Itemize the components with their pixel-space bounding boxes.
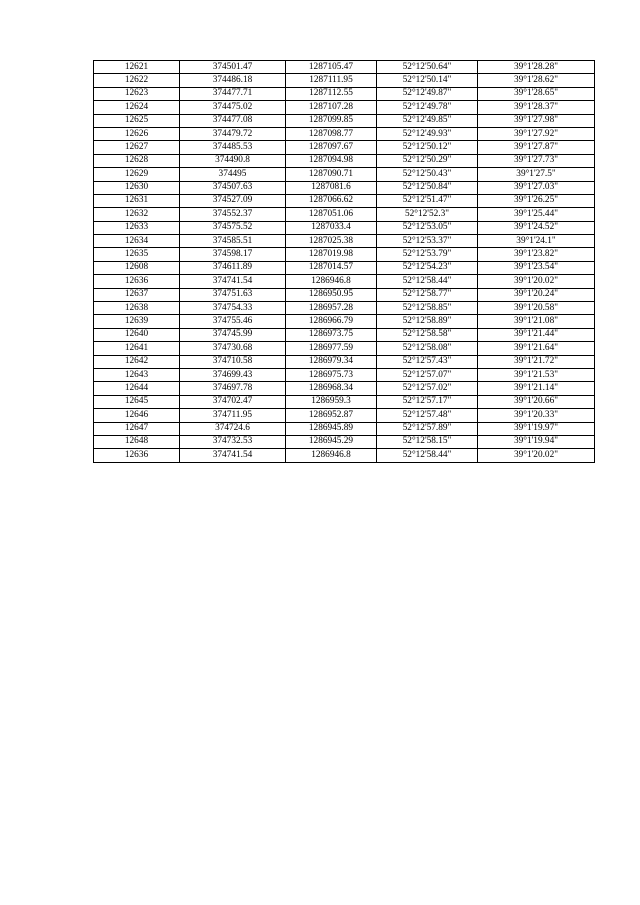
point-number-cell: 12622: [94, 74, 180, 87]
coordinates-table: [93, 60, 595, 463]
y-coordinate-cell: 1287033.4: [286, 221, 377, 234]
point-number-cell: 12648: [94, 435, 180, 448]
latitude-cell: 52°12'50.14": [377, 74, 478, 87]
point-number-cell: 12627: [94, 141, 180, 154]
point-number-cell: 12639: [94, 315, 180, 328]
y-coordinate-cell: 1286957.28: [286, 302, 377, 315]
x-coordinate-cell: 374477.71: [180, 87, 286, 100]
latitude-cell: 52°12'53.05": [377, 221, 478, 234]
y-coordinate-cell: 1287105.47: [286, 61, 377, 74]
table-row: [94, 449, 595, 462]
latitude-cell: 52°12'58.15": [377, 435, 478, 448]
coordinates-table-body: [94, 61, 595, 463]
longitude-cell: 39°1'19.97": [478, 422, 595, 435]
point-number-cell: 12625: [94, 114, 180, 127]
y-coordinate-cell: 1287107.28: [286, 101, 377, 114]
table-row: [94, 261, 595, 274]
latitude-cell: 52°12'53.37": [377, 235, 478, 248]
point-number-cell: 12640: [94, 328, 180, 341]
table-row: [94, 74, 595, 87]
y-coordinate-cell: 1286968.34: [286, 382, 377, 395]
latitude-cell: 52°12'58.44": [377, 275, 478, 288]
y-coordinate-cell: 1286966.79: [286, 315, 377, 328]
y-coordinate-cell: 1287066.62: [286, 194, 377, 207]
latitude-cell: 52°12'49.87": [377, 87, 478, 100]
longitude-cell: 39°1'27.03": [478, 181, 595, 194]
longitude-cell: 39°1'23.82": [478, 248, 595, 261]
longitude-cell: 39°1'21.72": [478, 355, 595, 368]
latitude-cell: 52°12'50.29": [377, 154, 478, 167]
point-number-cell: 12641: [94, 342, 180, 355]
latitude-cell: 52°12'50.64": [377, 61, 478, 74]
latitude-cell: 52°12'58.08": [377, 342, 478, 355]
table-row: [94, 275, 595, 288]
table-row: [94, 127, 595, 140]
y-coordinate-cell: 1286975.73: [286, 368, 377, 381]
longitude-cell: 39°1'20.02": [478, 449, 595, 462]
point-number-cell: 12632: [94, 208, 180, 221]
longitude-cell: 39°1'23.54": [478, 261, 595, 274]
latitude-cell: 52°12'57.02": [377, 382, 478, 395]
y-coordinate-cell: 1286979.34: [286, 355, 377, 368]
point-number-cell: 12629: [94, 168, 180, 181]
longitude-cell: 39°1'20.02": [478, 275, 595, 288]
point-number-cell: 12642: [94, 355, 180, 368]
x-coordinate-cell: 374732.53: [180, 435, 286, 448]
x-coordinate-cell: 374486.18: [180, 74, 286, 87]
table-row: [94, 409, 595, 422]
latitude-cell: 52°12'50.43": [377, 168, 478, 181]
latitude-cell: 52°12'58.85": [377, 302, 478, 315]
y-coordinate-cell: 1286959.3: [286, 395, 377, 408]
y-coordinate-cell: 1287019.98: [286, 248, 377, 261]
point-number-cell: 12636: [94, 449, 180, 462]
longitude-cell: 39°1'25.44": [478, 208, 595, 221]
y-coordinate-cell: 1286946.8: [286, 275, 377, 288]
y-coordinate-cell: 1286945.89: [286, 422, 377, 435]
x-coordinate-cell: 374501.47: [180, 61, 286, 74]
point-number-cell: 12621: [94, 61, 180, 74]
x-coordinate-cell: 374702.47: [180, 395, 286, 408]
y-coordinate-cell: 1286973.75: [286, 328, 377, 341]
longitude-cell: 39°1'28.65": [478, 87, 595, 100]
x-coordinate-cell: 374710.58: [180, 355, 286, 368]
table-row: [94, 302, 595, 315]
table-row: [94, 395, 595, 408]
latitude-cell: 52°12'57.17": [377, 395, 478, 408]
point-number-cell: 12638: [94, 302, 180, 315]
latitude-cell: 52°12'52.3": [377, 208, 478, 221]
y-coordinate-cell: 1286945.29: [286, 435, 377, 448]
y-coordinate-cell: 1286952.87: [286, 409, 377, 422]
x-coordinate-cell: 374751.63: [180, 288, 286, 301]
latitude-cell: 52°12'49.93": [377, 127, 478, 140]
y-coordinate-cell: 1286977.59: [286, 342, 377, 355]
x-coordinate-cell: 374507.63: [180, 181, 286, 194]
latitude-cell: 52°12'58.58": [377, 328, 478, 341]
x-coordinate-cell: 374697.78: [180, 382, 286, 395]
point-number-cell: 12628: [94, 154, 180, 167]
point-number-cell: 12624: [94, 101, 180, 114]
latitude-cell: 52°12'54.23": [377, 261, 478, 274]
point-number-cell: 12645: [94, 395, 180, 408]
x-coordinate-cell: 374745.99: [180, 328, 286, 341]
point-number-cell: 12623: [94, 87, 180, 100]
table-row: [94, 154, 595, 167]
longitude-cell: 39°1'20.58": [478, 302, 595, 315]
longitude-cell: 39°1'21.14": [478, 382, 595, 395]
table-row: [94, 61, 595, 74]
longitude-cell: 39°1'27.5": [478, 168, 595, 181]
latitude-cell: 52°12'49.78": [377, 101, 478, 114]
longitude-cell: 39°1'20.33": [478, 409, 595, 422]
longitude-cell: 39°1'28.62": [478, 74, 595, 87]
longitude-cell: 39°1'27.92": [478, 127, 595, 140]
point-number-cell: 12635: [94, 248, 180, 261]
x-coordinate-cell: 374477.08: [180, 114, 286, 127]
longitude-cell: 39°1'20.66": [478, 395, 595, 408]
x-coordinate-cell: 374754.33: [180, 302, 286, 315]
table-row: [94, 328, 595, 341]
point-number-cell: 12643: [94, 368, 180, 381]
point-number-cell: 12637: [94, 288, 180, 301]
table-row: [94, 194, 595, 207]
latitude-cell: 52°12'58.77": [377, 288, 478, 301]
x-coordinate-cell: 374724.6: [180, 422, 286, 435]
point-number-cell: 12626: [94, 127, 180, 140]
longitude-cell: 39°1'27.98": [478, 114, 595, 127]
latitude-cell: 52°12'58.89": [377, 315, 478, 328]
table-row: [94, 315, 595, 328]
x-coordinate-cell: 374755.46: [180, 315, 286, 328]
point-number-cell: 12646: [94, 409, 180, 422]
y-coordinate-cell: 1287098.77: [286, 127, 377, 140]
table-row: [94, 221, 595, 234]
longitude-cell: 39°1'27.87": [478, 141, 595, 154]
x-coordinate-cell: 374527.09: [180, 194, 286, 207]
longitude-cell: 39°1'26.25": [478, 194, 595, 207]
table-row: [94, 382, 595, 395]
table-row: [94, 87, 595, 100]
point-number-cell: 12644: [94, 382, 180, 395]
table-row: [94, 422, 595, 435]
latitude-cell: 52°12'51.47": [377, 194, 478, 207]
x-coordinate-cell: 374552.37: [180, 208, 286, 221]
x-coordinate-cell: 374485.53: [180, 141, 286, 154]
y-coordinate-cell: 1287099.85: [286, 114, 377, 127]
latitude-cell: 52°12'50.12": [377, 141, 478, 154]
x-coordinate-cell: 374598.17: [180, 248, 286, 261]
latitude-cell: 52°12'57.89": [377, 422, 478, 435]
x-coordinate-cell: 374575.52: [180, 221, 286, 234]
table-row: [94, 168, 595, 181]
longitude-cell: 39°1'20.24": [478, 288, 595, 301]
latitude-cell: 52°12'58.44": [377, 449, 478, 462]
y-coordinate-cell: 1287014.57: [286, 261, 377, 274]
x-coordinate-cell: 374479.72: [180, 127, 286, 140]
x-coordinate-cell: 374711.95: [180, 409, 286, 422]
point-number-cell: 12636: [94, 275, 180, 288]
table-row: [94, 368, 595, 381]
longitude-cell: 39°1'19.94": [478, 435, 595, 448]
longitude-cell: 39°1'24.1": [478, 235, 595, 248]
table-row: [94, 355, 595, 368]
table-row: [94, 101, 595, 114]
point-number-cell: 12608: [94, 261, 180, 274]
point-number-cell: 12634: [94, 235, 180, 248]
y-coordinate-cell: 1287097.67: [286, 141, 377, 154]
point-number-cell: 12631: [94, 194, 180, 207]
table-row: [94, 248, 595, 261]
point-number-cell: 12633: [94, 221, 180, 234]
point-number-cell: 12647: [94, 422, 180, 435]
longitude-cell: 39°1'28.37": [478, 101, 595, 114]
y-coordinate-cell: 1287081.6: [286, 181, 377, 194]
x-coordinate-cell: 374741.54: [180, 275, 286, 288]
table-row: [94, 181, 595, 194]
y-coordinate-cell: 1287094.98: [286, 154, 377, 167]
longitude-cell: 39°1'24.52": [478, 221, 595, 234]
latitude-cell: 52°12'57.43": [377, 355, 478, 368]
table-row: [94, 342, 595, 355]
y-coordinate-cell: 1287111.95: [286, 74, 377, 87]
y-coordinate-cell: 1287090.71: [286, 168, 377, 181]
latitude-cell: 52°12'57.07": [377, 368, 478, 381]
longitude-cell: 39°1'21.08": [478, 315, 595, 328]
table-row: [94, 288, 595, 301]
y-coordinate-cell: 1286950.95: [286, 288, 377, 301]
longitude-cell: 39°1'27.73": [478, 154, 595, 167]
x-coordinate-cell: 374490.8: [180, 154, 286, 167]
x-coordinate-cell: 374585.51: [180, 235, 286, 248]
y-coordinate-cell: 1286946.8: [286, 449, 377, 462]
longitude-cell: 39°1'21.53": [478, 368, 595, 381]
table-row: [94, 235, 595, 248]
latitude-cell: 52°12'57.48": [377, 409, 478, 422]
latitude-cell: 52°12'50.84": [377, 181, 478, 194]
longitude-cell: 39°1'21.44": [478, 328, 595, 341]
y-coordinate-cell: 1287025.38: [286, 235, 377, 248]
x-coordinate-cell: 374611.89: [180, 261, 286, 274]
x-coordinate-cell: 374495: [180, 168, 286, 181]
latitude-cell: 52°12'49.85": [377, 114, 478, 127]
table-row: [94, 141, 595, 154]
latitude-cell: 52°12'53.79": [377, 248, 478, 261]
table-row: [94, 114, 595, 127]
table-row: [94, 435, 595, 448]
longitude-cell: 39°1'28.28": [478, 61, 595, 74]
y-coordinate-cell: 1287112.55: [286, 87, 377, 100]
table-row: [94, 208, 595, 221]
y-coordinate-cell: 1287051.06: [286, 208, 377, 221]
point-number-cell: 12630: [94, 181, 180, 194]
longitude-cell: 39°1'21.64": [478, 342, 595, 355]
x-coordinate-cell: 374741.54: [180, 449, 286, 462]
x-coordinate-cell: 374475.02: [180, 101, 286, 114]
x-coordinate-cell: 374699.43: [180, 368, 286, 381]
x-coordinate-cell: 374730.68: [180, 342, 286, 355]
